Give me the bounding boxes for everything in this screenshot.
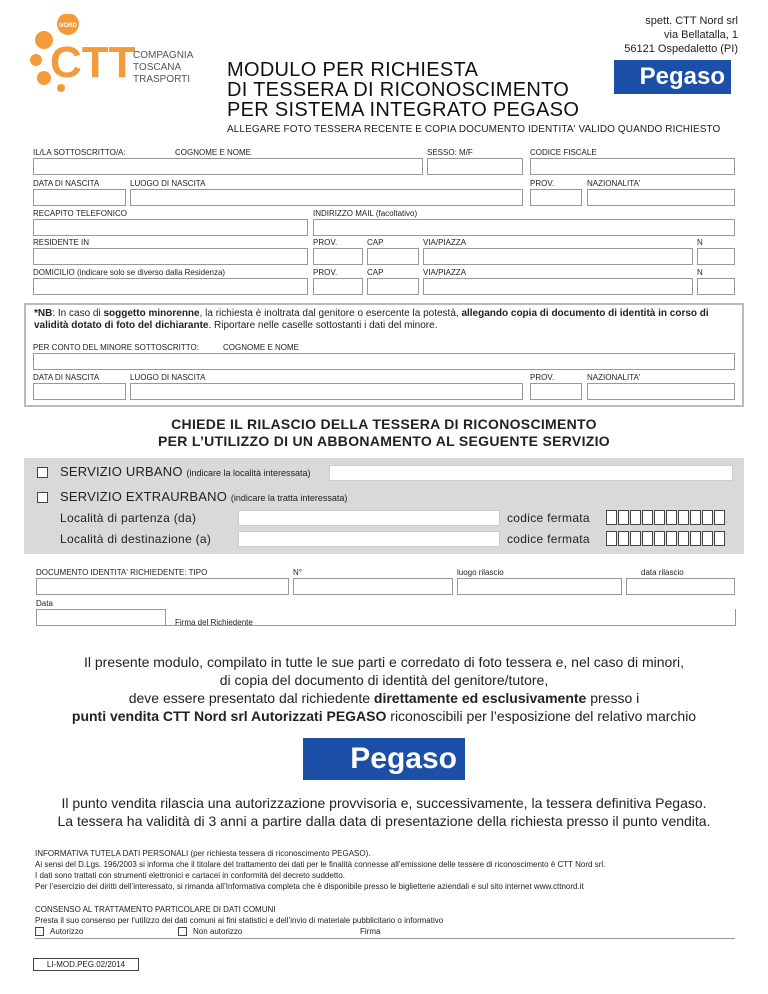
label-dom-n: N <box>697 268 703 277</box>
minor-note-t3: , la richiesta è inoltrata dal genitore o esercente la potestà, <box>199 308 462 319</box>
minor-note <box>34 308 739 332</box>
label-email: INDIRIZZO MAIL (facoltativo) <box>313 209 418 218</box>
domicile-city-field[interactable] <box>33 278 308 295</box>
privacy-line1: Ai sensi del D.Lgs. 196/2003 si informa che il titolare del trattamento dei dati per le finalità connesse all’emissione delle tessere di riconoscimento è CTT Nord srl. <box>35 860 606 869</box>
residence-cap-field[interactable] <box>367 248 419 265</box>
departure-stop-code-boxes[interactable] <box>606 510 726 525</box>
attachment-note: ALLEGARE FOTO TESSERA RECENTE E COPIA DOCUMENTO IDENTITA' VALIDO QUANDO RICHIESTO <box>227 124 721 135</box>
urban-service-label <box>60 464 311 479</box>
label-doc-number: N° <box>293 568 302 577</box>
label-sesso: SESSO: M/F <box>427 148 473 157</box>
label-sottoscritto: IL/LA SOTTOSCRITTO/A: <box>33 148 126 157</box>
recipient-address <box>624 14 738 56</box>
sex-field[interactable] <box>427 158 523 175</box>
fiscal-code-field[interactable] <box>530 158 735 175</box>
title-line2: DI TESSERA DI RICONOSCIMENTO <box>227 79 570 101</box>
label-dom-prov: PROV. <box>313 268 338 277</box>
label-minor-birth-date: DATA DI NASCITA <box>33 373 100 382</box>
label-doc-place: luogo rilascio <box>457 568 504 577</box>
addr-line2: via Bellatalla, 1 <box>664 29 738 41</box>
urban-label-text: SERVIZIO URBANO <box>60 464 183 479</box>
departure-label: Località di partenza (da) <box>60 511 197 525</box>
domicile-street-field[interactable] <box>423 278 693 295</box>
birth-prov-field[interactable] <box>530 189 582 206</box>
nb-label: *NB <box>34 308 53 319</box>
label-date: Data <box>36 599 53 608</box>
minor-note-t1: : In caso di <box>52 308 104 319</box>
pegaso-logo-center: Pegaso <box>303 738 465 780</box>
label-prov: PROV. <box>530 179 555 188</box>
request-title <box>0 416 768 450</box>
title-line3: PER SISTEMA INTEGRATO PEGASO <box>227 99 580 121</box>
brand-badge: NORD <box>59 23 77 29</box>
residence-number-field[interactable] <box>697 248 735 265</box>
info-line5: Il punto vendita rilascia una autorizzazione provvisoria e, successivamente, la tessera definitiva Pegaso. <box>61 795 707 811</box>
minor-name-field[interactable] <box>33 353 735 370</box>
destination-label: Località di destinazione (a) <box>60 532 212 546</box>
info-line2: di copia del documento di identità del genitore/tutore, <box>219 672 549 688</box>
label-res-cap: CAP <box>367 238 384 247</box>
minor-nationality-field[interactable] <box>587 383 735 400</box>
consent-no-label: Non autorizzo <box>193 927 243 936</box>
page-title <box>227 60 579 120</box>
label-dom-cap: CAP <box>367 268 384 277</box>
label-doc-date: data rilascio <box>641 568 684 577</box>
consent-title: CONSENSO AL TRATTAMENTO PARTICOLARE DI DATI COMUNI <box>35 905 276 914</box>
residence-city-field[interactable] <box>33 248 308 265</box>
destination-stop-code-label: codice fermata <box>507 532 590 546</box>
request-title-line2: PER L’UTILIZZO DI UN ABBONAMENTO AL SEGUENTE SERVIZIO <box>157 433 610 449</box>
minor-prov-field[interactable] <box>530 383 582 400</box>
label-residente: RESIDENTE IN <box>33 238 90 247</box>
destination-field[interactable] <box>238 531 500 547</box>
doc-date-field[interactable] <box>626 578 735 595</box>
destination-stop-code-boxes[interactable] <box>606 531 726 546</box>
urban-hint: (indicare la località interessata) <box>186 468 311 478</box>
departure-field[interactable] <box>238 510 500 526</box>
brand-name: CTT <box>50 38 136 87</box>
consent-signature-line[interactable] <box>35 938 735 939</box>
form-code: LI-MOD.PEG.02/2014 <box>33 958 139 971</box>
label-minor-prov: PROV. <box>530 373 555 382</box>
label-doc-type: DOCUMENTO IDENTITA' RICHIEDENTE: TIPO <box>36 568 208 577</box>
doc-type-field[interactable] <box>36 578 289 595</box>
privacy-title: INFORMATIVA TUTELA DATI PERSONALI (per richiesta tessera di riconoscimento PEGASO). <box>35 849 371 858</box>
pegaso-logo: Pegaso <box>614 60 731 94</box>
label-res-via: VIA/PIAZZA <box>423 238 467 247</box>
extraurban-service-label <box>60 489 347 504</box>
consent-yes-checkbox[interactable] <box>35 927 44 936</box>
label-dom-via: VIA/PIAZZA <box>423 268 467 277</box>
label-minor-name: COGNOME E NOME <box>223 343 300 352</box>
doc-number-field[interactable] <box>293 578 453 595</box>
consent-text: Presta il suo consenso per l’utilizzo dei dati comuni ai fini statistici e dell’invio di materiale pubblicitario o informativo <box>35 916 444 925</box>
minor-note-t5: . Riportare nelle caselle sottostanti i dati del minore. <box>208 320 438 331</box>
privacy-line3: Per l’esercizio dei diritti dell’interessato, si rimanda all’Informativa completa che è disponibile presso le biglietterie aziendali e sul sito internet www.cttnord.it <box>35 882 584 891</box>
doc-place-field[interactable] <box>457 578 622 595</box>
brand-line3: TRASPORTI <box>133 74 191 85</box>
label-recapito: RECAPITO TELEFONICO <box>33 209 127 218</box>
info-line1: Il presente modulo, compilato in tutte le sue parti e corredato di foto tessera e, nel caso di minori, <box>84 654 684 670</box>
minor-note-t4: allegando copia di documento di identità in corso di validità dotato di foto del dichiarante <box>34 308 709 331</box>
title-line1: MODULO PER RICHIESTA <box>227 59 479 81</box>
info-line3a: deve essere presentato dal richiedente <box>128 690 374 706</box>
label-per-conto: PER CONTO DEL MINORE SOTTOSCRITTO: <box>33 343 199 352</box>
label-luogo-nascita: LUOGO DI NASCITA <box>130 179 206 188</box>
extra-label-text: SERVIZIO EXTRAURBANO <box>60 489 228 504</box>
info-line3b: direttamente ed esclusivamente <box>373 690 587 706</box>
label-codice-fiscale: CODICE FISCALE <box>530 148 597 157</box>
phone-field[interactable] <box>33 219 308 236</box>
departure-stop-code-label: codice fermata <box>507 511 590 525</box>
info-line6: La tessera ha validità di 3 anni a partire dalla data di presentazione della richiesta presso il punto vendita. <box>57 813 711 829</box>
label-domicilio: DOMICILIO (indicare solo se diverso dalla Residenza) <box>33 268 226 277</box>
addr-line3: 56121 Ospedaletto (PI) <box>624 43 738 55</box>
consent-signature-label: Firma <box>360 927 381 936</box>
domicile-cap-field[interactable] <box>367 278 419 295</box>
residence-prov-field[interactable] <box>313 248 363 265</box>
consent-no-checkbox[interactable] <box>178 927 187 936</box>
info-line4b: riconoscibili per l’esposizione del relativo marchio <box>386 708 697 724</box>
addr-line1: spett. CTT Nord srl <box>645 15 738 27</box>
label-res-n: N <box>697 238 703 247</box>
minor-birth-date-field[interactable] <box>33 383 126 400</box>
privacy-line2: I dati sono trattati con strumenti elettronici e cartacei in conformità del decreto suddetto. <box>35 871 345 880</box>
request-title-line1: CHIEDE IL RILASCIO DELLA TESSERA DI RICONOSCIMENTO <box>171 416 597 432</box>
info-line4 <box>0 708 768 725</box>
label-data-nascita: DATA DI NASCITA <box>33 179 100 188</box>
info-line3 <box>0 690 768 707</box>
label-res-prov: PROV. <box>313 238 338 247</box>
residence-street-field[interactable] <box>423 248 693 265</box>
minor-note-t2: soggetto minorenne <box>103 308 200 319</box>
extra-hint: (indicare la tratta interessata) <box>230 493 348 503</box>
birth-date-field[interactable] <box>33 189 126 206</box>
brand-line2: TOSCANA <box>133 62 182 73</box>
extraurban-service-checkbox[interactable] <box>37 492 48 503</box>
consent-yes-label: Autorizzo <box>50 927 84 936</box>
label-signature: Firma del Richiedente <box>175 618 253 627</box>
minor-birth-place-field[interactable] <box>130 383 523 400</box>
label-minor-birth-place: LUOGO DI NASCITA <box>130 373 206 382</box>
email-field[interactable] <box>313 219 735 236</box>
brand-line1: COMPAGNIA <box>133 50 194 61</box>
name-field[interactable] <box>33 158 423 175</box>
label-minor-nationality: NAZIONALITA' <box>587 373 641 382</box>
nationality-field[interactable] <box>587 189 735 206</box>
urban-service-checkbox[interactable] <box>37 467 48 478</box>
domicile-number-field[interactable] <box>697 278 735 295</box>
urban-locality-field[interactable] <box>329 465 733 481</box>
birth-place-field[interactable] <box>130 189 523 206</box>
info-line3c: presso i <box>586 690 640 706</box>
ctt-logo <box>28 14 218 94</box>
label-nazionalita: NAZIONALITA' <box>587 179 641 188</box>
info-line4a: punti vendita CTT Nord srl Autorizzati PEGASO <box>71 708 387 724</box>
domicile-prov-field[interactable] <box>313 278 363 295</box>
date-field[interactable] <box>36 609 166 626</box>
label-cognome-nome: COGNOME E NOME <box>175 148 252 157</box>
